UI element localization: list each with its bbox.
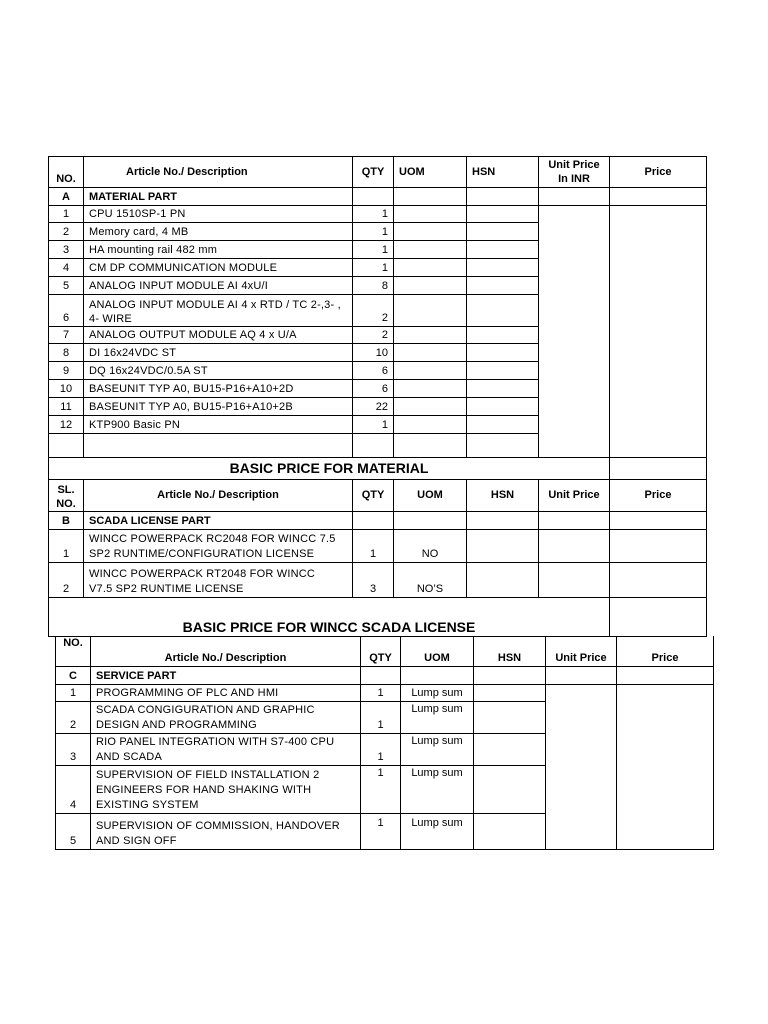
row-no: 8 bbox=[49, 344, 84, 362]
table-row bbox=[49, 530, 707, 563]
section-row bbox=[49, 188, 707, 206]
row-qty: 1 bbox=[361, 765, 401, 813]
row-qty: 6 bbox=[353, 362, 394, 380]
row-qty: 1 bbox=[361, 813, 401, 849]
col-header-description: Article No./ Description bbox=[84, 157, 353, 188]
col-header-description: Article No./ Description bbox=[84, 480, 353, 512]
section-id: C bbox=[56, 666, 91, 684]
row-description: WINCC POWERPACK RC2048 FOR WINCC 7.5 bbox=[89, 533, 336, 545]
row-no: 5 bbox=[56, 813, 91, 849]
table-header-row bbox=[49, 157, 707, 188]
row-no: 1 bbox=[56, 684, 91, 701]
row-qty: 1 bbox=[361, 701, 401, 733]
row-qty: 2 bbox=[353, 327, 394, 344]
row-qty: 1 bbox=[361, 733, 401, 765]
col-header-description: Article No./ Description bbox=[91, 636, 361, 666]
col-header-unit-price: Unit Price bbox=[539, 480, 610, 512]
row-description: HA mounting rail 482 mm bbox=[84, 241, 353, 259]
row-qty: 1 bbox=[353, 416, 394, 434]
row-no: 3 bbox=[49, 241, 84, 259]
row-uom: Lump sum bbox=[401, 765, 474, 813]
row-description: AND SCADA bbox=[96, 750, 162, 763]
row-qty: 1 bbox=[353, 223, 394, 241]
col-header-price: Price bbox=[610, 480, 707, 512]
section-row bbox=[49, 512, 707, 530]
col-header-qty: QTY bbox=[353, 480, 394, 512]
row-description: DESIGN AND PROGRAMMING bbox=[96, 718, 257, 731]
section-title: SERVICE PART bbox=[91, 666, 361, 684]
quotation-table-service bbox=[55, 636, 714, 850]
row-description: RIO PANEL INTEGRATION WITH S7-400 CPU bbox=[96, 735, 335, 748]
row-qty: 1 bbox=[353, 241, 394, 259]
row-description: SUPERVISION OF COMMISSION, HANDOVER bbox=[96, 819, 340, 832]
section-title: SCADA LICENSE PART bbox=[84, 512, 353, 530]
row-description: WINCC POWERPACK RT2048 FOR WINCC bbox=[89, 568, 316, 580]
col-header-unit-price: Unit Price In INR bbox=[539, 157, 610, 188]
table-row bbox=[49, 563, 707, 598]
unit-price-cell bbox=[546, 684, 617, 849]
row-no: 7 bbox=[49, 327, 84, 344]
row-no: 2 bbox=[49, 223, 84, 241]
row-qty: 22 bbox=[353, 398, 394, 416]
col-header-hsn: HSN bbox=[467, 157, 539, 188]
row-no: 2 bbox=[56, 701, 91, 733]
table-header-row bbox=[56, 636, 714, 666]
col-header-uom: UOM bbox=[394, 157, 467, 188]
col-header-unit-price: Unit Price bbox=[546, 636, 617, 666]
row-description: PROGRAMMING OF PLC AND HMI bbox=[91, 684, 361, 701]
row-no: 3 bbox=[56, 733, 91, 765]
row-qty: 2 bbox=[353, 295, 394, 327]
row-qty: 1 bbox=[361, 684, 401, 701]
col-header-sl-no: SL. NO. bbox=[49, 480, 84, 512]
row-description: ENGINEERS FOR HAND SHAKING WITH bbox=[96, 783, 312, 796]
row-description: ANALOG OUTPUT MODULE AQ 4 x U/A bbox=[84, 327, 353, 344]
row-uom: Lump sum bbox=[401, 733, 474, 765]
row-no: 12 bbox=[49, 416, 84, 434]
row-description: Memory card, 4 MB bbox=[84, 223, 353, 241]
row-qty: 1 bbox=[353, 530, 394, 563]
table-row bbox=[56, 684, 714, 701]
price-cell bbox=[610, 206, 707, 458]
row-description: SCADA CONGIGURATION AND GRAPHIC bbox=[96, 703, 315, 716]
row-uom: Lump sum bbox=[401, 701, 474, 733]
scada-total-row bbox=[49, 598, 707, 637]
row-description: EXISTING SYSTEM bbox=[96, 798, 199, 811]
row-no: 2 bbox=[49, 563, 84, 598]
row-qty: 3 bbox=[353, 563, 394, 598]
row-no: 10 bbox=[49, 380, 84, 398]
unit-price-cell bbox=[539, 206, 610, 458]
scada-total-label: BASIC PRICE FOR WINCC SCADA LICENSE bbox=[49, 598, 610, 637]
col-header-hsn: HSN bbox=[474, 636, 546, 666]
row-description: ANALOG INPUT MODULE AI 4xU/I bbox=[84, 277, 353, 295]
col-header-qty: QTY bbox=[353, 157, 394, 188]
section-title: MATERIAL PART bbox=[84, 188, 353, 206]
row-description: BASEUNIT TYP A0, BU15-P16+A10+2B bbox=[84, 398, 353, 416]
price-cell bbox=[617, 684, 714, 849]
col-header-hsn: HSN bbox=[467, 480, 539, 512]
table-row bbox=[49, 206, 707, 223]
row-description: CPU 1510SP-1 PN bbox=[84, 206, 353, 223]
row-qty: 6 bbox=[353, 380, 394, 398]
row-no: 1 bbox=[49, 530, 84, 563]
row-no: 1 bbox=[49, 206, 84, 223]
row-qty: 1 bbox=[353, 206, 394, 223]
col-header-price: Price bbox=[617, 636, 714, 666]
section-id: A bbox=[49, 188, 84, 206]
row-uom: NO bbox=[394, 530, 467, 563]
row-description: DI 16x24VDC ST bbox=[84, 344, 353, 362]
row-description: DQ 16x24VDC/0.5A ST bbox=[84, 362, 353, 380]
material-total-row bbox=[49, 458, 707, 480]
row-no: 4 bbox=[49, 259, 84, 277]
col-header-no: NO. bbox=[56, 636, 91, 666]
row-no: 5 bbox=[49, 277, 84, 295]
col-header-qty: QTY bbox=[361, 636, 401, 666]
material-total-label: BASIC PRICE FOR MATERIAL bbox=[49, 458, 610, 480]
row-description: BASEUNIT TYP A0, BU15-P16+A10+2D bbox=[84, 380, 353, 398]
row-description: V7.5 SP2 RUNTIME LICENSE bbox=[89, 583, 244, 595]
row-qty: 1 bbox=[353, 259, 394, 277]
row-qty: 10 bbox=[353, 344, 394, 362]
row-description: AND SIGN OFF bbox=[96, 834, 177, 847]
row-no: 9 bbox=[49, 362, 84, 380]
section-id: B bbox=[49, 512, 84, 530]
row-description: ANALOG INPUT MODULE AI 4 x RTD / TC 2-,3- , 4- WIRE bbox=[84, 295, 353, 327]
col-header-price: Price bbox=[610, 157, 707, 188]
row-description: SP2 RUNTIME/CONFIGURATION LICENSE bbox=[89, 548, 315, 560]
row-qty: 8 bbox=[353, 277, 394, 295]
quotation-table-material-scada bbox=[48, 156, 707, 637]
col-header-no: NO. bbox=[49, 157, 84, 188]
row-uom: Lump sum bbox=[401, 684, 474, 701]
section-row bbox=[56, 666, 714, 684]
row-no: 6 bbox=[49, 295, 84, 327]
row-no: 4 bbox=[56, 765, 91, 813]
row-description: CM DP COMMUNICATION MODULE bbox=[84, 259, 353, 277]
col-header-uom: UOM bbox=[401, 636, 474, 666]
col-header-uom: UOM bbox=[394, 480, 467, 512]
row-description: SUPERVISION OF FIELD INSTALLATION 2 bbox=[96, 768, 320, 781]
row-no: 11 bbox=[49, 398, 84, 416]
row-description: KTP900 Basic PN bbox=[84, 416, 353, 434]
table-header-row bbox=[49, 480, 707, 512]
row-uom: Lump sum bbox=[401, 813, 474, 849]
row-uom: NO’S bbox=[394, 563, 467, 598]
